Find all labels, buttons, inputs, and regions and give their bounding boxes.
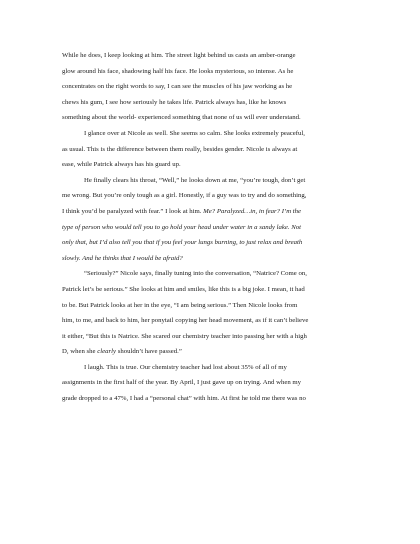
text-line xyxy=(62,188,362,204)
text-run: grade dropped to a 47%, I had a “personal chat” with him. At first he told me there was no xyxy=(62,395,306,403)
text-run: chews his gum, I see how seriously he takes life. Patrick always has, like he knows xyxy=(62,98,287,106)
text-line xyxy=(62,313,362,329)
text-line xyxy=(62,235,362,251)
paragraph xyxy=(62,173,362,267)
italic-text: only that, but I’d also tell you that if you feel your lungs burning, to just relax and breath xyxy=(62,239,303,247)
text-line xyxy=(62,204,362,220)
text-run: shouldn’t have passed.” xyxy=(116,348,182,356)
text-run: assignments in the first half of the year. By April, I just gave up on trying. And when my xyxy=(62,379,302,387)
text-run: him, to me, and back to him, her ponytail copying her head movement, as if it can’t believe xyxy=(62,317,309,325)
text-run: I glance over at Nicole as well. She seems so calm. She looks extremely peaceful, xyxy=(84,129,305,137)
text-line xyxy=(62,157,362,173)
text-line xyxy=(62,64,362,80)
text-line xyxy=(62,360,362,376)
paragraph xyxy=(62,360,362,407)
text-run: I laugh. This is true. Our chemistry teacher had lost about 35% of all of my xyxy=(84,363,287,371)
text-line xyxy=(62,251,362,267)
text-line xyxy=(62,344,362,360)
text-line xyxy=(62,126,362,142)
text-run: “Seriously?” Nicole says, finally tuning into the conversation, “Natrice? Come on, xyxy=(84,270,307,278)
text-run: me wrong. But you’re only tough as a girl. Honestly, if a guy was to try and do something, xyxy=(62,192,307,200)
text-line xyxy=(62,173,362,189)
text-line xyxy=(62,220,362,236)
text-run: to be. But Patrick looks at her in the eye, “I am being serious.” Then Nicole looks from xyxy=(62,301,298,309)
paragraph xyxy=(62,266,362,360)
text-line xyxy=(62,391,362,407)
italic-text: Me? Paralyzed…in, in fear? I’m the xyxy=(203,207,302,215)
text-run: I think you’d be paralyzed with fear.” I look at him. xyxy=(62,207,204,215)
text-run: While he does, I keep looking at him. The street light behind us casts an amber-orange xyxy=(62,52,296,59)
text-run: as usual. This is the difference between them really, besides gender. Nicole is always at xyxy=(62,145,298,153)
italic-text: type of person who would tell you to go hold your head under water in a sandy lake. Not xyxy=(62,223,302,231)
text-run: Patrick let’s be serious.” She looks at him and smiles, like this is a big joke. I mean, it had xyxy=(62,285,305,293)
text-line xyxy=(62,95,362,111)
italic-text: clearly xyxy=(97,348,116,356)
text-run: something about the world- experienced something that none of us will ever understand. xyxy=(62,114,301,122)
text-run: D, when she xyxy=(62,348,98,356)
text-run: it either, “But this is Natrice. She scared our chemistry teacher into passing her with a high xyxy=(62,332,307,340)
document-body xyxy=(62,48,362,407)
text-line xyxy=(62,142,362,158)
text-line xyxy=(62,266,362,282)
text-line xyxy=(62,48,362,64)
text-run: ease, while Patrick always has his guard up. xyxy=(62,161,181,169)
text-line xyxy=(62,329,362,345)
text-line xyxy=(62,298,362,314)
paragraph xyxy=(62,48,362,126)
text-line xyxy=(62,110,362,126)
text-line xyxy=(62,79,362,95)
text-line xyxy=(62,282,362,298)
text-line xyxy=(62,375,362,391)
paragraph xyxy=(62,126,362,173)
italic-text: slowly. And he thinks that I would be afraid? xyxy=(62,254,183,262)
text-run: glow around his face, shadowing half his face. He looks mysterious, so intense. As he xyxy=(62,67,294,75)
text-run: concentrates on the right words to say, I can see the muscles of his jaw working as he xyxy=(62,83,293,91)
text-run: He finally clears his throat, “Well,” he looks down at me, “you’re tough, don’t get xyxy=(84,176,306,184)
